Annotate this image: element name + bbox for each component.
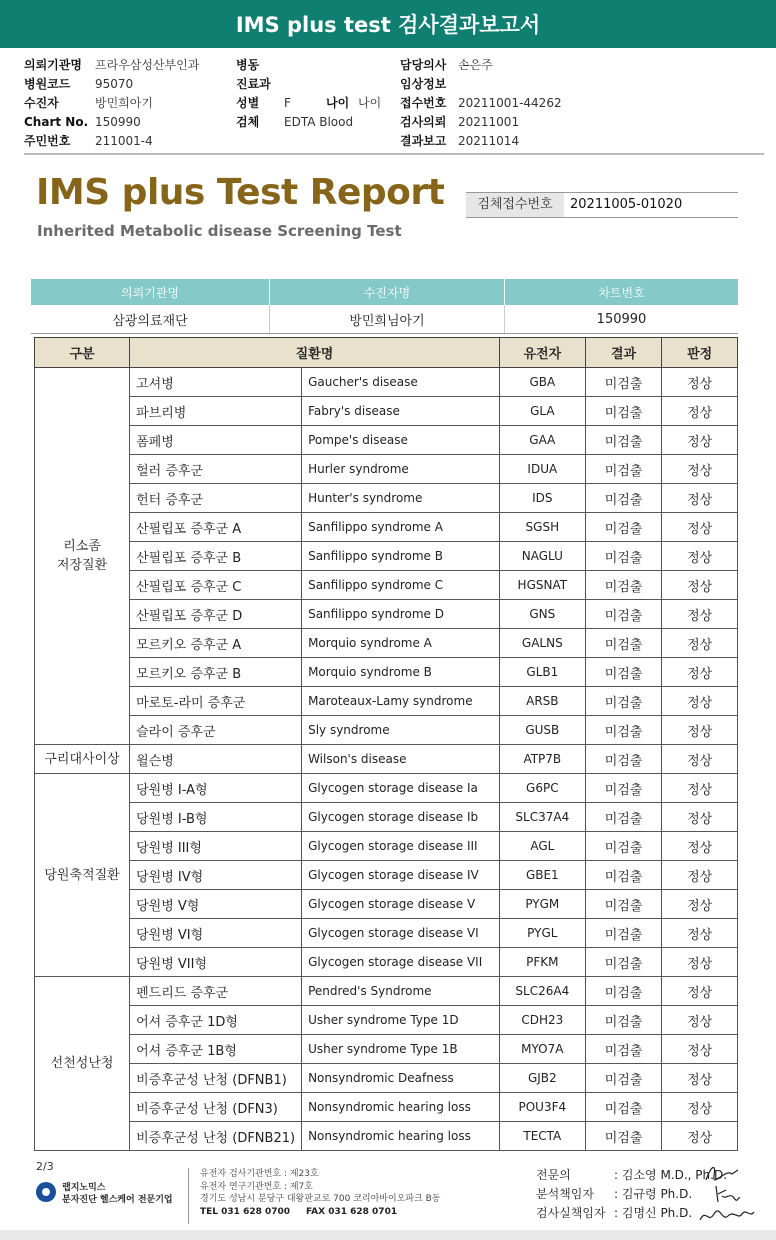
- info-label: 수진자: [24, 96, 59, 110]
- result-cell: 미검출: [585, 803, 662, 832]
- result-row: [35, 426, 738, 455]
- disease-korean-cell: 당원병 V형: [130, 890, 302, 919]
- gene-cell: GAA: [499, 426, 585, 455]
- result-cell: 미검출: [585, 948, 662, 977]
- result-cell: 미검출: [585, 397, 662, 426]
- signer-name: : 김규령 Ph.D.: [614, 1187, 693, 1201]
- disease-korean-cell: 산필립포 증후군 A: [130, 513, 302, 542]
- info-value: 방민희아기: [95, 96, 153, 110]
- info-label: 주민번호: [24, 134, 71, 148]
- judgment-cell: 정상: [662, 919, 738, 948]
- accession-box: [466, 192, 738, 218]
- result-row: [35, 513, 738, 542]
- report-title: IMS plus Test Report: [36, 172, 445, 213]
- judgment-cell: 정상: [662, 1064, 738, 1093]
- result-cell: 미검출: [585, 426, 662, 455]
- disease-english-cell: Nonsyndromic hearing loss: [302, 1122, 500, 1151]
- result-row: [35, 1006, 738, 1035]
- disease-english-cell: Glycogen storage disease VI: [302, 919, 500, 948]
- disease-korean-cell: 펜드리드 증후군: [130, 977, 302, 1006]
- company-logo: [36, 1180, 186, 1206]
- disease-korean-cell: 폼페병: [130, 426, 302, 455]
- patient-summary-header: 차트번호: [505, 279, 739, 305]
- disease-korean-cell: 어셔 증후군 1B형: [130, 1035, 302, 1064]
- result-row: [35, 571, 738, 600]
- disease-korean-cell: 헌터 증후군: [130, 484, 302, 513]
- info-label: 진료과: [236, 77, 271, 91]
- gene-cell: HGSNAT: [499, 571, 585, 600]
- info-label: 성별: [236, 96, 260, 110]
- header-disease: 질환명: [130, 338, 500, 368]
- signer-name: : 김소영 M.D., Ph.D.: [614, 1168, 728, 1182]
- info-value: 95070: [95, 77, 134, 91]
- disease-english-cell: Nonsyndromic Deafness: [302, 1064, 500, 1093]
- result-row: [35, 368, 738, 397]
- result-row: [35, 455, 738, 484]
- category-cell: 리소좀 저장질환: [35, 368, 130, 745]
- result-cell: 미검출: [585, 861, 662, 890]
- info-value: 나이: [358, 96, 382, 110]
- result-row: [35, 1064, 738, 1093]
- footer-line: 경기도 성남시 분당구 대왕판교로 700 코리아바이오파크 B동: [200, 1194, 441, 1204]
- info-value: 손은주: [458, 58, 493, 72]
- disease-english-cell: Glycogen storage disease Ia: [302, 774, 500, 803]
- result-cell: 미검출: [585, 513, 662, 542]
- disease-korean-cell: 헐러 증후군: [130, 455, 302, 484]
- judgment-cell: 정상: [662, 658, 738, 687]
- info-label: 나이: [326, 96, 350, 110]
- footer-line: 유전자 연구기관번호 : 제7호: [200, 1181, 313, 1192]
- result-row: [35, 716, 738, 745]
- gene-cell: CDH23: [499, 1006, 585, 1035]
- info-value: 211001-4: [95, 134, 153, 148]
- result-cell: 미검출: [585, 455, 662, 484]
- patient-info-block: [24, 56, 764, 152]
- patient-summary-cell: 삼광의료재단: [31, 305, 270, 334]
- signer-role: 분석책임자: [536, 1187, 594, 1201]
- report-header-bar: [0, 0, 776, 48]
- accession-value: 20211005-01020: [570, 197, 683, 212]
- disease-english-cell: Maroteaux-Lamy syndrome: [302, 687, 500, 716]
- disease-korean-cell: 당원병 I-B형: [130, 803, 302, 832]
- header-result: 결과: [585, 338, 662, 368]
- result-row: [35, 629, 738, 658]
- info-value: 20211014: [458, 134, 520, 148]
- result-row: [35, 803, 738, 832]
- gene-cell: GLA: [499, 397, 585, 426]
- result-row: [35, 890, 738, 919]
- footer-fax: FAX 031 628 0701: [306, 1206, 398, 1217]
- result-row: [35, 977, 738, 1006]
- gene-cell: ATP7B: [499, 745, 585, 774]
- disease-english-cell: Usher syndrome Type 1D: [302, 1006, 500, 1035]
- judgment-cell: 정상: [662, 716, 738, 745]
- disease-korean-cell: 당원병 VII형: [130, 948, 302, 977]
- footer-institution-info: [200, 1168, 440, 1218]
- judgment-cell: 정상: [662, 571, 738, 600]
- info-label: 검체: [236, 115, 260, 129]
- disease-english-cell: Glycogen storage disease III: [302, 832, 500, 861]
- result-row: [35, 774, 738, 803]
- judgment-cell: 정상: [662, 861, 738, 890]
- footer-tel: TEL 031 628 0700: [200, 1206, 291, 1217]
- judgment-cell: 정상: [662, 774, 738, 803]
- info-value: F: [284, 96, 291, 110]
- report-subtitle: Inherited Metabolic disease Screening Test: [37, 222, 402, 240]
- logo-tagline: 분자진단 헬스케어 전문기업: [62, 1195, 173, 1205]
- disease-english-cell: Pendred's Syndrome: [302, 977, 500, 1006]
- disease-korean-cell: 비증후군성 난청 (DFNB21): [130, 1122, 302, 1151]
- disease-korean-cell: 당원병 III형: [130, 832, 302, 861]
- patient-summary-cell: 방민희님아기: [270, 305, 505, 334]
- disease-english-cell: Morquio syndrome A: [302, 629, 500, 658]
- accession-label: 검체접수번호: [466, 193, 564, 217]
- result-row: [35, 687, 738, 716]
- gene-cell: GBE1: [499, 861, 585, 890]
- result-row: [35, 600, 738, 629]
- logo-circle-icon: [36, 1182, 56, 1202]
- gene-cell: G6PC: [499, 774, 585, 803]
- info-value: EDTA Blood: [284, 115, 354, 129]
- gene-cell: GJB2: [499, 1064, 585, 1093]
- judgment-cell: 정상: [662, 1035, 738, 1064]
- judgment-cell: 정상: [662, 542, 738, 571]
- result-row: [35, 832, 738, 861]
- signer-role: 검사실책임자: [536, 1206, 606, 1220]
- disease-english-cell: Glycogen storage disease Ib: [302, 803, 500, 832]
- gene-cell: GUSB: [499, 716, 585, 745]
- signer-role: 전문의: [536, 1168, 571, 1182]
- gene-cell: MYO7A: [499, 1035, 585, 1064]
- info-value: 20211001: [458, 115, 520, 129]
- results-table: [34, 337, 738, 1151]
- result-cell: 미검출: [585, 919, 662, 948]
- judgment-cell: 정상: [662, 397, 738, 426]
- result-cell: 미검출: [585, 1035, 662, 1064]
- disease-english-cell: Sanfilippo syndrome A: [302, 513, 500, 542]
- signer-name: : 김명신 Ph.D.: [614, 1206, 693, 1220]
- judgment-cell: 정상: [662, 455, 738, 484]
- disease-english-cell: Sanfilippo syndrome D: [302, 600, 500, 629]
- patient-summary-row: [31, 305, 738, 334]
- disease-korean-cell: 슬라이 증후군: [130, 716, 302, 745]
- result-cell: 미검출: [585, 687, 662, 716]
- info-label: 임상정보: [400, 77, 447, 91]
- patient-summary-header: 의뢰기관명: [31, 279, 270, 305]
- disease-english-cell: Glycogen storage disease IV: [302, 861, 500, 890]
- gene-cell: GBA: [499, 368, 585, 397]
- result-cell: 미검출: [585, 368, 662, 397]
- judgment-cell: 정상: [662, 832, 738, 861]
- result-cell: 미검출: [585, 1006, 662, 1035]
- gene-cell: SLC26A4: [499, 977, 585, 1006]
- result-row: [35, 542, 738, 571]
- disease-english-cell: Hurler syndrome: [302, 455, 500, 484]
- result-cell: 미검출: [585, 629, 662, 658]
- judgment-cell: 정상: [662, 629, 738, 658]
- disease-korean-cell: 비증후군성 난청 (DFNB1): [130, 1064, 302, 1093]
- info-column-3: [400, 56, 562, 151]
- disease-english-cell: Fabry's disease: [302, 397, 500, 426]
- disease-english-cell: Pompe's disease: [302, 426, 500, 455]
- result-row: [35, 1035, 738, 1064]
- gene-cell: PYGL: [499, 919, 585, 948]
- result-row: [35, 919, 738, 948]
- disease-korean-cell: 산필립포 증후군 B: [130, 542, 302, 571]
- results-body: [35, 368, 738, 1151]
- result-row: [35, 1093, 738, 1122]
- bottom-strip: [0, 1230, 776, 1240]
- result-cell: 미검출: [585, 542, 662, 571]
- info-column-1: [24, 56, 199, 151]
- report-header-title: IMS plus test 검사결과보고서: [235, 13, 541, 37]
- info-value: 프라우삼성산부인과: [95, 58, 200, 72]
- footer-divider: [188, 1168, 189, 1224]
- judgment-cell: 정상: [662, 1006, 738, 1035]
- disease-korean-cell: 산필립포 증후군 C: [130, 571, 302, 600]
- info-label: Chart No.: [24, 115, 89, 129]
- info-label: 접수번호: [400, 96, 447, 110]
- judgment-cell: 정상: [662, 368, 738, 397]
- results-header-row: [35, 338, 738, 368]
- info-label: 검사의뢰: [400, 115, 447, 129]
- gene-cell: GALNS: [499, 629, 585, 658]
- gene-cell: IDS: [499, 484, 585, 513]
- category-cell: 당원축적질환: [35, 774, 130, 977]
- disease-korean-cell: 당원병 IV형: [130, 861, 302, 890]
- disease-korean-cell: 파브리병: [130, 397, 302, 426]
- result-cell: 미검출: [585, 600, 662, 629]
- gene-cell: TECTA: [499, 1122, 585, 1151]
- disease-english-cell: Usher syndrome Type 1B: [302, 1035, 500, 1064]
- disease-korean-cell: 윌슨병: [130, 745, 302, 774]
- disease-korean-cell: 마로토-라미 증후군: [130, 687, 302, 716]
- patient-summary-header: 수진자명: [270, 279, 505, 305]
- judgment-cell: 정상: [662, 513, 738, 542]
- judgment-cell: 정상: [662, 1093, 738, 1122]
- header-gene: 유전자: [499, 338, 585, 368]
- info-value: 20211001-44262: [458, 96, 562, 110]
- disease-english-cell: Glycogen storage disease VII: [302, 948, 500, 977]
- gene-cell: GLB1: [499, 658, 585, 687]
- judgment-cell: 정상: [662, 890, 738, 919]
- result-cell: 미검출: [585, 745, 662, 774]
- gene-cell: PFKM: [499, 948, 585, 977]
- patient-summary-cell: 150990: [505, 305, 739, 334]
- footer: [0, 1158, 776, 1240]
- disease-korean-cell: 고셔병: [130, 368, 302, 397]
- page-number: 2/3: [36, 1160, 54, 1173]
- gene-cell: SGSH: [499, 513, 585, 542]
- result-cell: 미검출: [585, 832, 662, 861]
- judgment-cell: 정상: [662, 948, 738, 977]
- signature-3: [698, 1204, 756, 1226]
- gene-cell: NAGLU: [499, 542, 585, 571]
- result-cell: 미검출: [585, 890, 662, 919]
- result-cell: 미검출: [585, 484, 662, 513]
- gene-cell: SLC37A4: [499, 803, 585, 832]
- result-cell: 미검출: [585, 774, 662, 803]
- result-row: [35, 948, 738, 977]
- result-cell: 미검출: [585, 977, 662, 1006]
- result-row: [35, 861, 738, 890]
- category-cell: 구리대사이상: [35, 745, 130, 774]
- result-row: [35, 658, 738, 687]
- disease-english-cell: Sanfilippo syndrome B: [302, 542, 500, 571]
- judgment-cell: 정상: [662, 745, 738, 774]
- disease-korean-cell: 산필립포 증후군 D: [130, 600, 302, 629]
- header-category: 구분: [35, 338, 130, 368]
- disease-korean-cell: 비증후군성 난청 (DFN3): [130, 1093, 302, 1122]
- logo-name: 랩지노믹스: [62, 1183, 106, 1193]
- section-divider: [24, 153, 764, 155]
- disease-korean-cell: 당원병 VI형: [130, 919, 302, 948]
- info-column-2: [236, 56, 381, 132]
- info-label: 담당의사: [400, 58, 447, 72]
- judgment-cell: 정상: [662, 600, 738, 629]
- judgment-cell: 정상: [662, 803, 738, 832]
- header-judgment: 판정: [662, 338, 738, 368]
- info-label: 병원코드: [24, 77, 71, 91]
- judgment-cell: 정상: [662, 426, 738, 455]
- result-row: [35, 484, 738, 513]
- gene-cell: PYGM: [499, 890, 585, 919]
- gene-cell: GNS: [499, 600, 585, 629]
- patient-summary-table: [31, 279, 738, 334]
- result-cell: 미검출: [585, 571, 662, 600]
- disease-english-cell: Morquio syndrome B: [302, 658, 500, 687]
- disease-english-cell: Sanfilippo syndrome C: [302, 571, 500, 600]
- disease-english-cell: Sly syndrome: [302, 716, 500, 745]
- result-cell: 미검출: [585, 658, 662, 687]
- signature-2: [712, 1182, 742, 1206]
- info-label: 의뢰기관명: [24, 58, 82, 72]
- result-row: [35, 1122, 738, 1151]
- result-cell: 미검출: [585, 1122, 662, 1151]
- disease-english-cell: Glycogen storage disease V: [302, 890, 500, 919]
- footer-line: 유전자 검사기관번호 : 제23호: [200, 1169, 319, 1179]
- disease-korean-cell: 어셔 증후군 1D형: [130, 1006, 302, 1035]
- judgment-cell: 정상: [662, 484, 738, 513]
- result-row: [35, 397, 738, 426]
- disease-english-cell: Nonsyndromic hearing loss: [302, 1093, 500, 1122]
- disease-korean-cell: 당원병 I-A형: [130, 774, 302, 803]
- gene-cell: ARSB: [499, 687, 585, 716]
- gene-cell: POU3F4: [499, 1093, 585, 1122]
- disease-korean-cell: 모르키오 증후군 A: [130, 629, 302, 658]
- category-cell: 선천성난청: [35, 977, 130, 1151]
- disease-english-cell: Hunter's syndrome: [302, 484, 500, 513]
- gene-cell: IDUA: [499, 455, 585, 484]
- judgment-cell: 정상: [662, 687, 738, 716]
- result-cell: 미검출: [585, 1093, 662, 1122]
- info-label: 병동: [236, 58, 260, 72]
- result-row: [35, 745, 738, 774]
- info-label: 결과보고: [400, 134, 447, 148]
- info-value: 150990: [95, 115, 141, 129]
- judgment-cell: 정상: [662, 1122, 738, 1151]
- patient-summary-header-row: [31, 279, 738, 305]
- disease-english-cell: Wilson's disease: [302, 745, 500, 774]
- gene-cell: AGL: [499, 832, 585, 861]
- disease-english-cell: Gaucher's disease: [302, 368, 500, 397]
- disease-korean-cell: 모르키오 증후군 B: [130, 658, 302, 687]
- result-cell: 미검출: [585, 1064, 662, 1093]
- result-cell: 미검출: [585, 716, 662, 745]
- judgment-cell: 정상: [662, 977, 738, 1006]
